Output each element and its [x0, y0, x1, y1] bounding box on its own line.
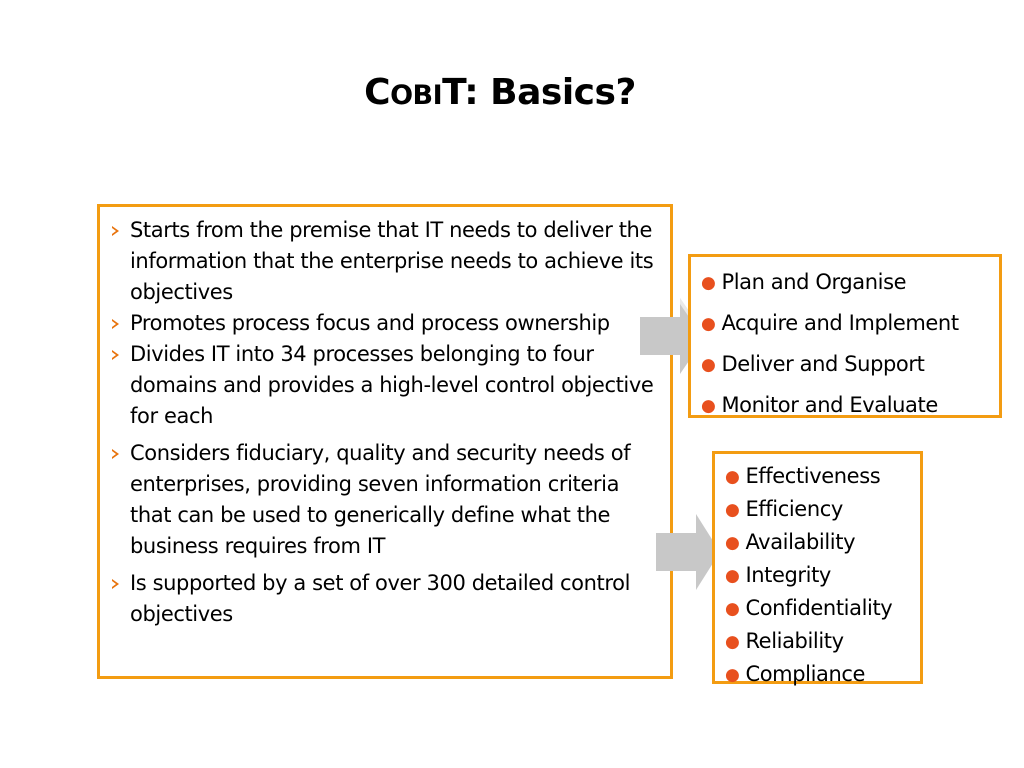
criteria-label: Effectiveness: [745, 464, 881, 488]
arrowhead-bullet-icon: [112, 350, 119, 360]
bullet-dot-icon: ●: [725, 632, 740, 652]
main-bullet-item: [112, 215, 660, 308]
main-bullet-list: [112, 215, 660, 630]
right-arrow-icon: [656, 514, 720, 590]
criteria-item: [725, 494, 892, 527]
criteria-label: Reliability: [745, 629, 844, 653]
bullet-dot-icon: ●: [701, 355, 716, 375]
main-bullet-text: Considers fiduciary, quality and security needs of enterprises, providing seven information criteria that can be used to generically define what the business requires from IT: [130, 441, 631, 558]
main-bullet-text: Divides IT into 34 processes belonging to four domains and provides a high-level control objective for each: [130, 342, 654, 428]
main-bullet-item: [112, 339, 660, 432]
criteria-item: [725, 560, 892, 593]
main-bullets-box: [97, 204, 673, 679]
main-bullet-item: [112, 308, 660, 339]
arrowhead-bullet-icon: [112, 449, 119, 459]
bullet-dot-icon: ●: [725, 599, 740, 619]
criteria-list: [725, 461, 892, 692]
bullet-dot-icon: ●: [725, 467, 740, 487]
criteria-label: Compliance: [745, 662, 866, 686]
bullet-dot-icon: ●: [701, 273, 716, 293]
main-bullet-text: Starts from the premise that IT needs to deliver the information that the enterprise needs to achieve its objectives: [130, 218, 654, 304]
domain-item: [701, 386, 959, 427]
title-c: C: [364, 72, 391, 113]
bullet-dot-icon: ●: [725, 566, 740, 586]
domain-label: Plan and Organise: [721, 270, 907, 294]
domains-box: [688, 254, 1002, 418]
criteria-label: Integrity: [745, 563, 831, 587]
criteria-box: [712, 451, 923, 684]
title-obi: OBI: [390, 80, 443, 111]
bullet-dot-icon: ●: [725, 665, 740, 685]
main-bullet-item: [112, 438, 660, 562]
domain-label: Monitor and Evaluate: [721, 393, 938, 417]
domains-list: [701, 263, 959, 427]
bullet-dot-icon: ●: [701, 314, 716, 334]
domain-item: [701, 304, 959, 345]
criteria-label: Efficiency: [745, 497, 843, 521]
main-bullet-text: Is supported by a set of over 300 detailed control objectives: [130, 571, 631, 626]
criteria-item: [725, 461, 892, 494]
criteria-item: [725, 659, 892, 692]
bullet-dot-icon: ●: [725, 533, 740, 553]
arrowhead-bullet-icon: [112, 579, 119, 589]
arrowhead-bullet-icon: [112, 319, 119, 329]
main-bullet-text: Promotes process focus and process ownership: [130, 311, 610, 335]
criteria-item: [725, 593, 892, 626]
domain-item: [701, 345, 959, 386]
criteria-label: Availability: [745, 530, 856, 554]
main-bullet-item: [112, 568, 660, 630]
criteria-item: [725, 527, 892, 560]
criteria-label: Confidentiality: [745, 596, 893, 620]
bullet-dot-icon: ●: [725, 500, 740, 520]
domain-label: Deliver and Support: [721, 352, 925, 376]
criteria-item: [725, 626, 892, 659]
domain-label: Acquire and Implement: [721, 311, 959, 335]
domain-item: [701, 263, 959, 304]
arrowhead-bullet-icon: [112, 226, 119, 236]
title-rest: T: Basics?: [442, 72, 636, 113]
slide-title: [0, 68, 1000, 121]
bullet-dot-icon: ●: [701, 396, 716, 416]
